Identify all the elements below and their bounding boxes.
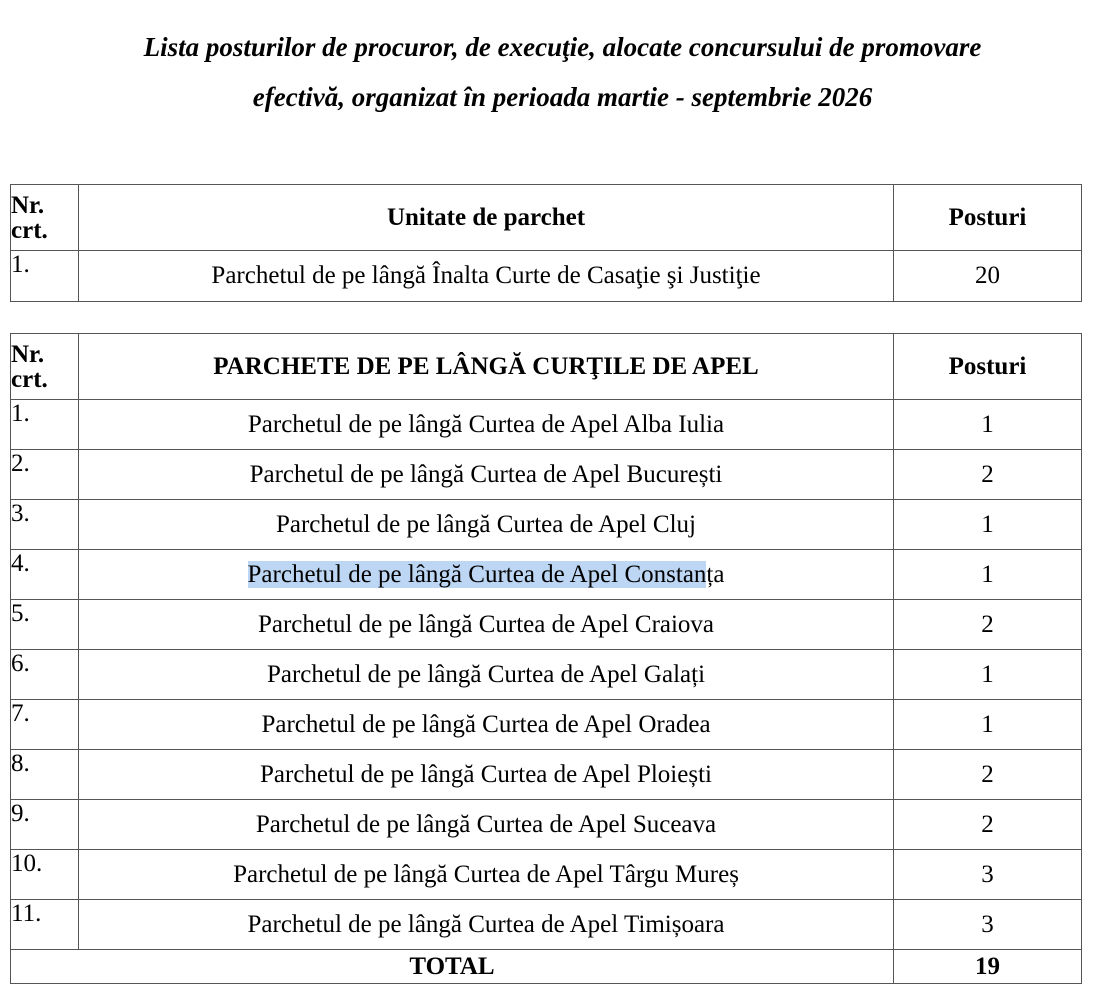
row-posts: 3 bbox=[894, 900, 1082, 950]
row-unit-name: Parchetul de pe lângă Curtea de Apel București bbox=[79, 450, 894, 500]
row-number: 2. bbox=[11, 450, 79, 500]
row-number: 7. bbox=[11, 700, 79, 750]
row-number: 3. bbox=[11, 500, 79, 550]
row-unit-name: Parchetul de pe lângă Curtea de Apel Cluj bbox=[79, 500, 894, 550]
row-number: 6. bbox=[11, 650, 79, 700]
row-unit-name: Parchetul de pe lângă Curtea de Apel Oradea bbox=[79, 700, 894, 750]
row-unit-name: Parchetul de pe lângă Curtea de Apel Galați bbox=[79, 650, 894, 700]
row-number: 5. bbox=[11, 600, 79, 650]
table-row bbox=[11, 400, 1082, 450]
table-header-row bbox=[11, 185, 1082, 251]
row-posts: 1 bbox=[894, 500, 1082, 550]
table-row bbox=[11, 500, 1082, 550]
table-row bbox=[11, 750, 1082, 800]
row-number: 1. bbox=[11, 400, 79, 450]
row-posts: 1 bbox=[894, 400, 1082, 450]
text-selection-highlight[interactable]: Parchetul de pe lângă Curtea de Apel Constan bbox=[247, 560, 707, 588]
total-value: 19 bbox=[894, 950, 1082, 984]
total-label: TOTAL bbox=[11, 950, 894, 984]
header-nr-crt bbox=[11, 185, 79, 251]
table-header-row bbox=[11, 334, 1082, 400]
header-posts: Posturi bbox=[894, 334, 1082, 400]
table-row bbox=[11, 450, 1082, 500]
row-posts: 2 bbox=[894, 600, 1082, 650]
document-title-line-1: Lista posturilor de procuror, de execuţie, alocate concursului de promovare bbox=[143, 32, 982, 62]
header-nr-line-1: Nr. bbox=[11, 191, 45, 219]
header-posts: Posturi bbox=[894, 185, 1082, 251]
row-unit-name: Parchetul de pe lângă Curtea de Apel Ploiești bbox=[79, 750, 894, 800]
header-nr-line-2: crt. bbox=[11, 216, 48, 244]
header-nr-crt bbox=[11, 334, 79, 400]
row-unit-name: Parchetul de pe lângă Curtea de Apel Timișoara bbox=[79, 900, 894, 950]
document-title-line-2: efectivă, organizat în perioada martie - septembrie 2026 bbox=[252, 82, 873, 112]
table-appeal-courts bbox=[10, 333, 1082, 984]
table-row bbox=[11, 251, 1082, 302]
row-unit-name: Parchetul de pe lângă Curtea de Apel Alba Iulia bbox=[79, 400, 894, 450]
table-row bbox=[11, 900, 1082, 950]
row-posts: 2 bbox=[894, 750, 1082, 800]
header-unit: Unitate de parchet bbox=[79, 185, 894, 251]
row-posts: 20 bbox=[894, 251, 1082, 302]
total-row bbox=[11, 950, 1082, 984]
row-posts: 3 bbox=[894, 850, 1082, 900]
table-row bbox=[11, 800, 1082, 850]
row-unit-name: Parchetul de pe lângă Curtea de Apel Suceava bbox=[79, 800, 894, 850]
row-number: 9. bbox=[11, 800, 79, 850]
unselected-text[interactable]: ța bbox=[706, 560, 725, 588]
row-number: 1. bbox=[11, 251, 79, 302]
row-number: 11. bbox=[11, 900, 79, 950]
header-nr-line-2: crt. bbox=[11, 365, 48, 393]
table-row bbox=[11, 700, 1082, 750]
row-number: 4. bbox=[11, 550, 79, 600]
row-posts: 1 bbox=[894, 650, 1082, 700]
header-nr-line-1: Nr. bbox=[11, 340, 45, 368]
table-row bbox=[11, 850, 1082, 900]
row-posts: 1 bbox=[894, 550, 1082, 600]
row-posts: 2 bbox=[894, 450, 1082, 500]
row-unit-name[interactable] bbox=[79, 550, 894, 600]
table-high-court bbox=[10, 184, 1082, 302]
row-unit-name: Parchetul de pe lângă Curtea de Apel Târgu Mureș bbox=[79, 850, 894, 900]
header-unit: PARCHETE DE PE LÂNGĂ CURŢILE DE APEL bbox=[79, 334, 894, 400]
row-unit-name: Parchetul de pe lângă Curtea de Apel Craiova bbox=[79, 600, 894, 650]
row-posts: 1 bbox=[894, 700, 1082, 750]
row-number: 8. bbox=[11, 750, 79, 800]
row-number: 10. bbox=[11, 850, 79, 900]
table-row bbox=[11, 650, 1082, 700]
table-row bbox=[11, 550, 1082, 600]
table-row bbox=[11, 600, 1082, 650]
row-unit-name: Parchetul de pe lângă Înalta Curte de Casaţie şi Justiţie bbox=[79, 251, 894, 302]
row-posts: 2 bbox=[894, 800, 1082, 850]
